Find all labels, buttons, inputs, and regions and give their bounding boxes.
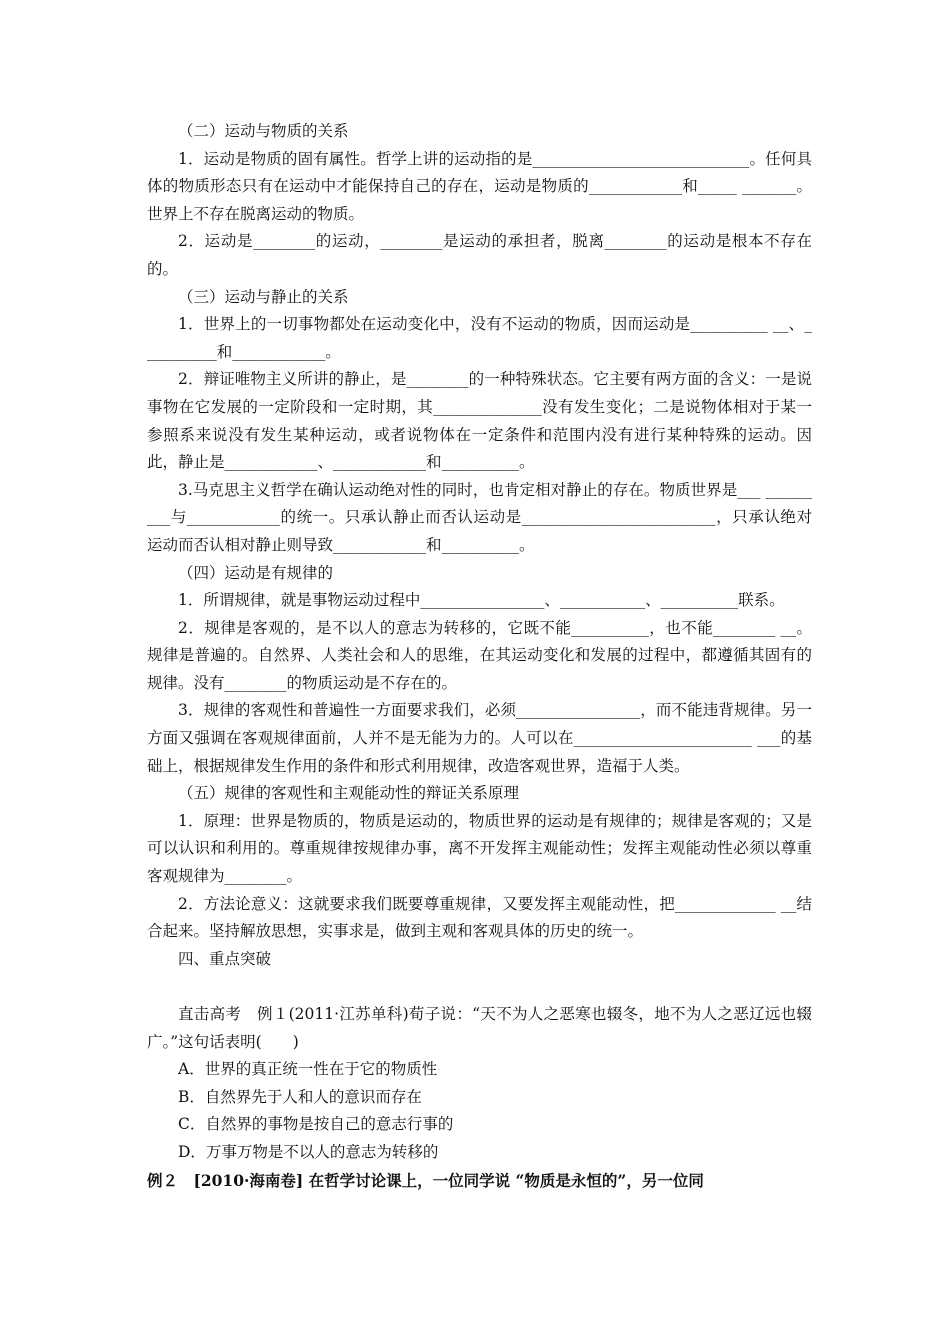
document-body	[147, 118, 812, 1194]
paragraph: 2．运动是________的运动，________是运动的承担者，脱离________的运动是根本不存在的。	[147, 232, 812, 278]
exam-question-2: 例２ [2010·海南卷] 在哲学讨论课上，一位同学说 “物质是永恒的”，另一位同	[147, 1170, 704, 1190]
section-heading-laws: （四）运动是有规律的	[178, 563, 334, 582]
section-heading-key-points: 四、重点突破	[178, 949, 272, 968]
paragraph: 1．运动是物质的固有属性。哲学上讲的运动指的是____________________________。任何具体的物质形态只有在运动中才能保持自己的存在，运动是物质的____________和_____ _______。世界上不存在脱离运动的物质。	[147, 149, 812, 223]
option-b: B．自然界先于人和人的意识而存在	[178, 1087, 422, 1106]
paragraph: 2．方法论意义：这就要求我们既要尊重规律，又要发挥主观能动性，把_____________ __结合起来。坚持解放思想，实事求是，做到主观和客观具体的历史的统一。	[147, 894, 812, 941]
paragraph: 2．规律是客观的，是不以人的意志为转移的，它既不能__________，也不能________ __。规律是普遍的。自然界、人类社会和人的思维，在其运动变化和发展的过程中，都遵循其固有的规律。没有________的物质运动是不存在的。	[147, 618, 812, 692]
section-heading-motion-rest: （三）运动与静止的关系	[178, 287, 349, 306]
paragraph: 1．所谓规律，就是事物运动过程中________________、___________、__________联系。	[178, 591, 785, 610]
paragraph: 1．原理：世界是物质的，物质是运动的，物质世界的运动是有规律的；规律是客观的；又是可以认识和利用的。尊重规律按规律办事，离不开发挥主观能动性；发挥主观能动性必须以尊重客观规律为________。	[147, 811, 812, 886]
paragraph: 3.马克思主义哲学在确认运动绝对性的同时，也肯定相对静止的存在。物质世界是___ _________与____________的统一。只承认静止而否认运动是_________________________，只承认绝对运动而否认相对静止则导致____________和__________。	[147, 480, 812, 554]
paragraph: 3．规律的客观性和普遍性一方面要求我们，必须________________，而不能违背规律。另一方面又强调在客观规律面前，人并不是无能为力的。人可以在_______________________ ___的基础上，根据规律发生作用的条件和形式利用规律，改造客观世界，造福于人类。	[147, 701, 812, 775]
option-d: D．万事万物是不以人的意志为转移的	[178, 1142, 439, 1161]
section-heading-objective-subjective: （五）规律的客观性和主观能动性的辩证关系原理	[178, 784, 520, 803]
section-heading-motion-matter: （二）运动与物质的关系	[178, 122, 349, 140]
blank-line	[147, 973, 812, 1001]
paragraph: 2．辩证唯物主义所讲的静止，是________的一种特殊状态。它主要有两方面的含义：一是说事物在它发展的一定阶段和一定时期，其______________没有发生变化；二是说物体相对于某一参照系来说没有发生某种运动，或者说物体在一定条件和范围内没有进行某种特殊的运动。因此，静止是____________、____________和__________。	[147, 370, 812, 472]
option-c: C．自然界的事物是按自己的意志行事的	[178, 1115, 454, 1134]
paragraph: 1．世界上的一切事物都处在运动变化中，没有不运动的物质，因而运动是__________ __、__________和____________。	[147, 315, 812, 361]
option-a: A．世界的真正统一性在于它的物质性	[178, 1060, 438, 1079]
exam-question-1: 直击高考 例１(2011·江苏单科)荀子说：“天不为人之恶寒也辍冬，地不为人之恶辽远也辍广。”这句话表明( )	[147, 1005, 812, 1051]
